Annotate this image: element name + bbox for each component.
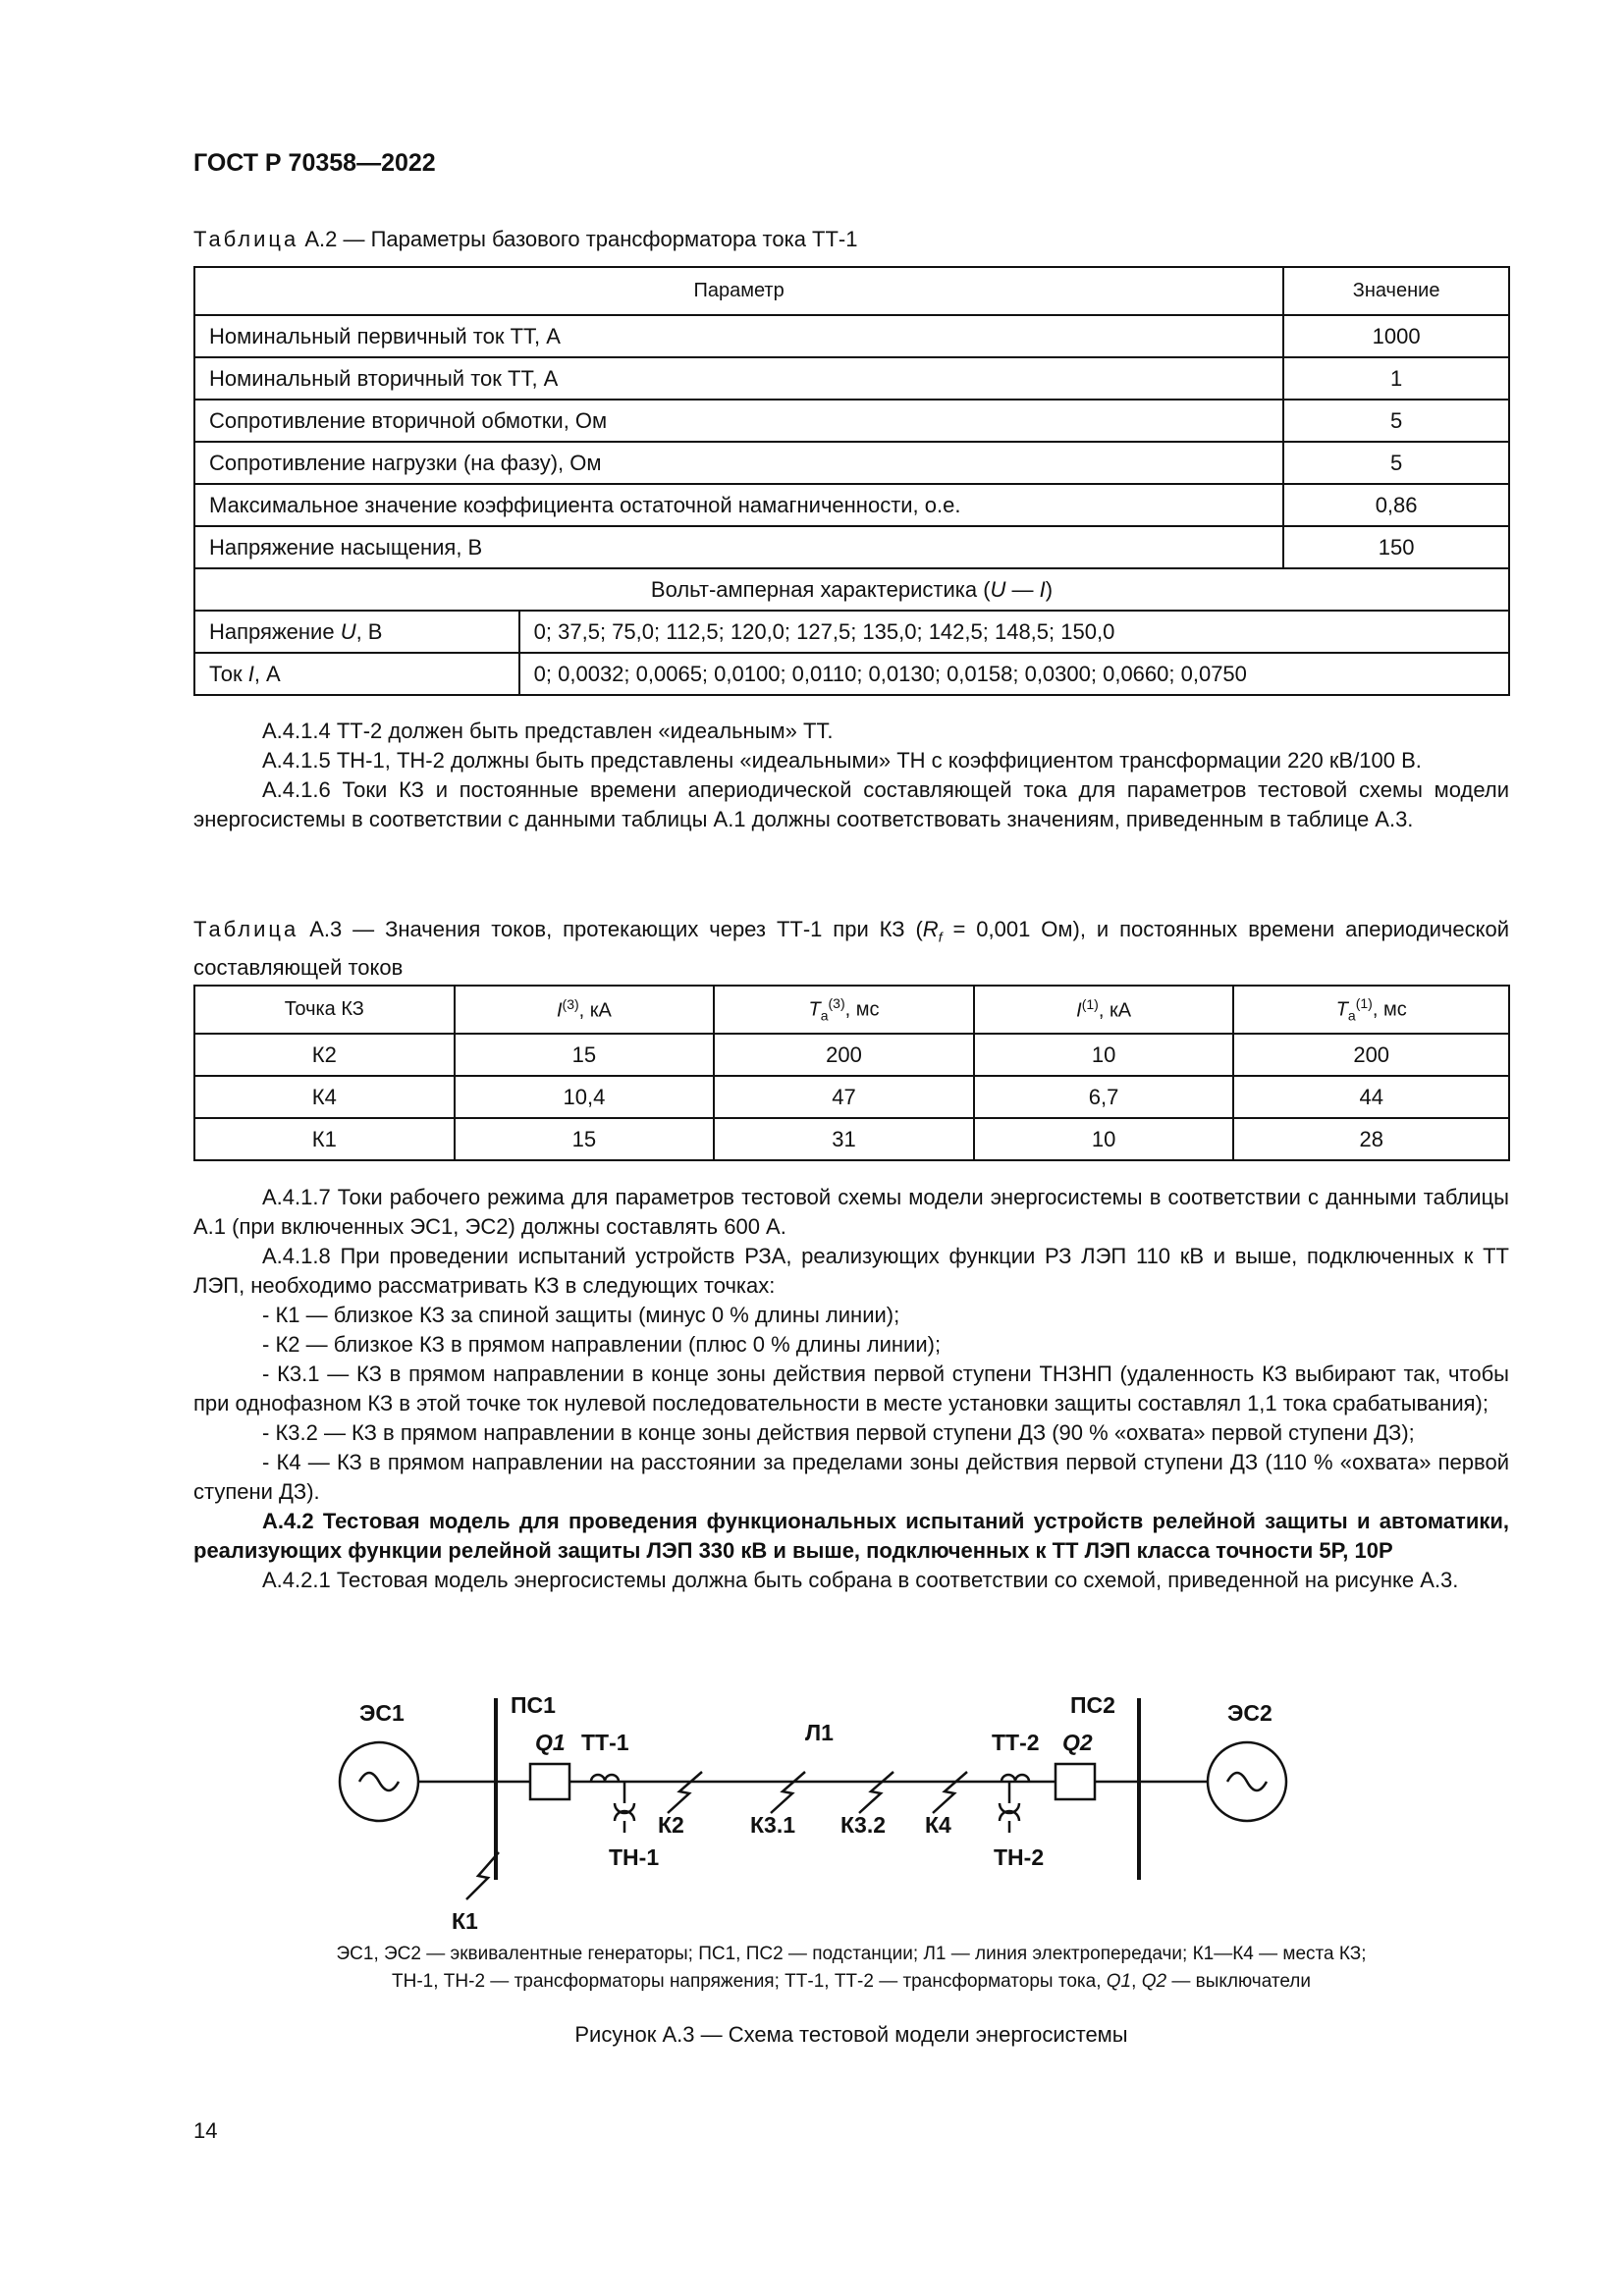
table-a3 bbox=[193, 985, 1510, 1161]
ta1-cell: 44 bbox=[1233, 1076, 1509, 1118]
table-a2 bbox=[193, 266, 1510, 696]
section-heading-a42: А.4.2 Тестовая модель для проведения функциональных испытаний устройств релейной защиты и автоматики, реализующих функции релейной защиты ЛЭП 330 кВ и выше, подключенных к ТТ ЛЭП класса точности 5Р, 10Р bbox=[193, 1509, 1509, 1563]
i3-cell: 15 bbox=[455, 1034, 715, 1076]
label-es2: ЭС2 bbox=[1227, 1700, 1272, 1726]
param-cell: Максимальное значение коэффициента остаточной намагниченности, о.е. bbox=[194, 484, 1283, 526]
caption-label: Таблица bbox=[193, 917, 299, 941]
label-ps2: ПС2 bbox=[1070, 1692, 1115, 1718]
label-tt2: ТТ-2 bbox=[992, 1730, 1040, 1755]
legend-line-1: ЭС1, ЭС2 — эквивалентные генераторы; ПС1, ПС2 — подстанции; Л1 — линия электропередачи; К1—К4 — места КЗ; bbox=[336, 1944, 1367, 1964]
para-a417: А.4.1.7 Токи рабочего режима для параметров тестовой схемы модели энергосистемы в соответствии с данными таблицы А.1 (при включенных ЭС1, ЭС2) должны составлять 600 А. bbox=[193, 1185, 1509, 1239]
figure-title: Рисунок А.3 — Схема тестовой модели энергосистемы bbox=[574, 2022, 1128, 2047]
list-item-k1: - К1 — близкое КЗ за спиной защиты (минус 0 % длины линии); bbox=[262, 1303, 900, 1327]
label-tt1: ТТ-1 bbox=[581, 1730, 629, 1755]
vac-i-label bbox=[194, 653, 519, 695]
table-row bbox=[194, 400, 1509, 442]
fault-k32-icon bbox=[859, 1772, 893, 1813]
fault-k2-icon bbox=[668, 1772, 702, 1813]
ta3-cell: 47 bbox=[714, 1076, 974, 1118]
table-row bbox=[194, 315, 1509, 357]
list-item-k4: - К4 — КЗ в прямом направлении на расстоянии за пределами зоны действия первой ступени ДЗ (110 % «охвата» первой ступени ДЗ). bbox=[193, 1450, 1509, 1504]
breaker-q1-icon bbox=[530, 1764, 569, 1799]
i1-unit: , кА bbox=[1098, 999, 1132, 1022]
ta3-var: T bbox=[808, 998, 821, 1021]
point-cell: К1 bbox=[194, 1118, 455, 1160]
label-l1: Л1 bbox=[805, 1720, 834, 1745]
col-header-ta3 bbox=[714, 986, 974, 1034]
table-row bbox=[194, 1076, 1509, 1118]
vac-u-label bbox=[194, 611, 519, 653]
i3-var: I bbox=[556, 999, 563, 1022]
ta1-cell: 200 bbox=[1233, 1034, 1509, 1076]
vt-tn2-icon bbox=[1000, 1782, 1019, 1833]
col-header-ta1 bbox=[1233, 986, 1509, 1034]
i1-cell: 6,7 bbox=[974, 1076, 1234, 1118]
ta1-sup: (1) bbox=[1355, 995, 1373, 1012]
param-cell: Номинальный вторичный ток ТТ, А bbox=[194, 357, 1283, 400]
ta3-sup: (3) bbox=[828, 995, 845, 1012]
vac-title-i: I bbox=[1039, 576, 1046, 602]
vac-title-pre: Вольт-амперная характеристика ( bbox=[650, 576, 991, 602]
vac-title-mid: — bbox=[1005, 576, 1040, 602]
caption-text-1: А.3 — Значения токов, протекающих через ТТ-1 при КЗ ( bbox=[298, 917, 923, 941]
vac-u-label-post: , В bbox=[355, 618, 383, 644]
vac-i-values: 0; 0,0032; 0,0065; 0,0100; 0,0110; 0,0130; 0,0158; 0,0300; 0,0660; 0,0750 bbox=[519, 653, 1509, 695]
list-item-k2: - К2 — близкое КЗ в прямом направлении (плюс 0 % длины линии); bbox=[262, 1332, 942, 1357]
para-a421: А.4.2.1 Тестовая модель энергосистемы должна быть собрана в соответствии со схемой, приведенной на рисунке А.3. bbox=[262, 1568, 1459, 1592]
figure-legend bbox=[193, 1941, 1509, 1996]
label-k2: К2 bbox=[658, 1812, 684, 1838]
table-row bbox=[194, 1034, 1509, 1076]
point-cell: К2 bbox=[194, 1034, 455, 1076]
caption-label: Таблица bbox=[193, 227, 299, 251]
label-ps1: ПС1 bbox=[511, 1692, 556, 1718]
i1-cell: 10 bbox=[974, 1034, 1234, 1076]
i1-cell: 10 bbox=[974, 1118, 1234, 1160]
ta1-unit: , мс bbox=[1372, 998, 1407, 1021]
vac-u-row bbox=[194, 611, 1509, 653]
label-k4: К4 bbox=[925, 1812, 951, 1838]
param-cell: Номинальный первичный ток ТТ, А bbox=[194, 315, 1283, 357]
point-cell: К4 bbox=[194, 1076, 455, 1118]
table-header-row bbox=[194, 986, 1509, 1034]
vac-u-values: 0; 37,5; 75,0; 112,5; 120,0; 127,5; 135,0; 142,5; 148,5; 150,0 bbox=[519, 611, 1509, 653]
col-header-param: Параметр bbox=[194, 267, 1283, 315]
table-row bbox=[194, 1118, 1509, 1160]
power-system-diagram bbox=[324, 1683, 1306, 1939]
table-row bbox=[194, 526, 1509, 568]
para-block-1 bbox=[193, 717, 1509, 834]
generator-es2-icon bbox=[1208, 1742, 1286, 1821]
legend-q1: Q1 bbox=[1106, 1971, 1132, 1992]
vac-i-label-pre: Ток bbox=[209, 661, 248, 686]
legend-line-2b: — выключатели bbox=[1166, 1971, 1311, 1992]
i3-sup: (3) bbox=[562, 996, 579, 1013]
label-q2: Q2 bbox=[1062, 1730, 1093, 1755]
label-es1: ЭС1 bbox=[359, 1700, 405, 1726]
caption-rf-sub: f bbox=[938, 929, 943, 945]
ta3-cell: 200 bbox=[714, 1034, 974, 1076]
vac-i-label-post: , А bbox=[253, 661, 281, 686]
vac-title-row bbox=[194, 568, 1509, 611]
param-cell: Напряжение насыщения, В bbox=[194, 526, 1283, 568]
legend-sep: , bbox=[1131, 1971, 1142, 1992]
caption-text: А.2 — Параметры базового трансформатора тока ТТ-1 bbox=[298, 227, 858, 251]
ta1-sub: a bbox=[1347, 1007, 1356, 1024]
label-k32: К3.2 bbox=[840, 1812, 887, 1838]
para-a418: А.4.1.8 При проведении испытаний устройств РЗА, реализующих функции РЗ ЛЭП 110 кВ и выше, подключенных к ТТ ЛЭП, необходимо рассматривать КЗ в следующих точках: bbox=[193, 1244, 1509, 1298]
vac-i-row bbox=[194, 653, 1509, 695]
vac-u-label-var: U bbox=[340, 618, 356, 644]
param-cell: Сопротивление нагрузки (на фазу), Ом bbox=[194, 442, 1283, 484]
vac-title bbox=[194, 568, 1509, 611]
para-a416: А.4.1.6 Токи КЗ и постоянные времени апериодической составляющей тока для параметров тестовой схемы модели энергосистемы в соответствии с данными таблицы А.1 должны соответствовать значениям, приведенным в таблице А.3. bbox=[193, 777, 1509, 831]
value-cell: 5 bbox=[1283, 400, 1509, 442]
table-row bbox=[194, 484, 1509, 526]
document-header: ГОСТ Р 70358—2022 bbox=[193, 149, 436, 177]
caption-text-2: = 0,001 Ом), и постоянных времени апериодической составляющей токов bbox=[193, 917, 1509, 981]
fault-k4-icon bbox=[933, 1772, 967, 1813]
i3-cell: 15 bbox=[455, 1118, 715, 1160]
label-k1: К1 bbox=[452, 1908, 478, 1934]
table-row bbox=[194, 357, 1509, 400]
legend-line-2 bbox=[193, 1968, 1509, 1996]
col-header-value: Значение bbox=[1283, 267, 1509, 315]
ta3-unit: , мс bbox=[844, 998, 880, 1021]
i1-var: I bbox=[1076, 999, 1082, 1022]
label-q1: Q1 bbox=[535, 1730, 566, 1755]
vac-u-label-pre: Напряжение bbox=[209, 618, 341, 644]
i3-cell: 10,4 bbox=[455, 1076, 715, 1118]
value-cell: 1000 bbox=[1283, 315, 1509, 357]
col-header-i3 bbox=[455, 986, 715, 1034]
ta1-var: T bbox=[1335, 998, 1348, 1021]
table-row bbox=[194, 442, 1509, 484]
legend-q2: Q2 bbox=[1141, 1971, 1167, 1992]
vac-i-label-var: I bbox=[247, 661, 254, 686]
breaker-q2-icon bbox=[1056, 1764, 1095, 1799]
label-tn1: ТН-1 bbox=[609, 1844, 660, 1870]
table-a2-caption bbox=[193, 224, 1509, 254]
value-cell: 5 bbox=[1283, 442, 1509, 484]
list-item-k31: - К3.1 — КЗ в прямом направлении в конце зоны действия первой ступени ТНЗНП (удаленность КЗ выбирают так, чтобы при однофазном КЗ в этой точке ток нулевой последовательности в месте установки защиты составлял 1,1 тока срабатывания); bbox=[193, 1362, 1509, 1415]
vac-title-post: ) bbox=[1045, 576, 1054, 602]
value-cell: 0,86 bbox=[1283, 484, 1509, 526]
generator-es1-icon bbox=[340, 1742, 418, 1821]
table-a3-caption bbox=[193, 914, 1509, 983]
label-k31: К3.1 bbox=[750, 1812, 796, 1838]
ta1-cell: 28 bbox=[1233, 1118, 1509, 1160]
caption-rf: R bbox=[922, 917, 939, 941]
para-a415: А.4.1.5 ТН-1, ТН-2 должны быть представлены «идеальными» ТН с коэффициентом трансформации 220 кВ/100 В. bbox=[262, 748, 1422, 773]
legend-line-2a: ТН-1, ТН-2 — трансформаторы напряжения; ТТ-1, ТТ-2 — трансформаторы тока, bbox=[392, 1971, 1107, 1992]
table-header-row bbox=[194, 267, 1509, 315]
page-number: 14 bbox=[193, 2118, 218, 2143]
para-a414: А.4.1.4 ТТ-2 должен быть представлен «идеальным» ТТ. bbox=[262, 719, 834, 743]
param-cell: Сопротивление вторичной обмотки, Ом bbox=[194, 400, 1283, 442]
label-tn2: ТН-2 bbox=[994, 1844, 1045, 1870]
value-cell: 1 bbox=[1283, 357, 1509, 400]
para-block-2 bbox=[193, 1183, 1509, 1595]
vac-title-u: U bbox=[990, 576, 1006, 602]
list-item-k32: - К3.2 — КЗ в прямом направлении в конце зоны действия первой ступени ДЗ (90 % «охвата» первой ступени ДЗ); bbox=[262, 1420, 1415, 1445]
ta3-cell: 31 bbox=[714, 1118, 974, 1160]
i1-sup: (1) bbox=[1081, 996, 1099, 1013]
vt-tn1-icon bbox=[615, 1782, 634, 1833]
i3-unit: , кА bbox=[578, 999, 612, 1022]
col-header-point: Точка КЗ bbox=[194, 986, 455, 1034]
fault-k31-icon bbox=[771, 1772, 805, 1813]
col-header-i1 bbox=[974, 986, 1234, 1034]
value-cell: 150 bbox=[1283, 526, 1509, 568]
ta3-sub: a bbox=[820, 1007, 829, 1024]
